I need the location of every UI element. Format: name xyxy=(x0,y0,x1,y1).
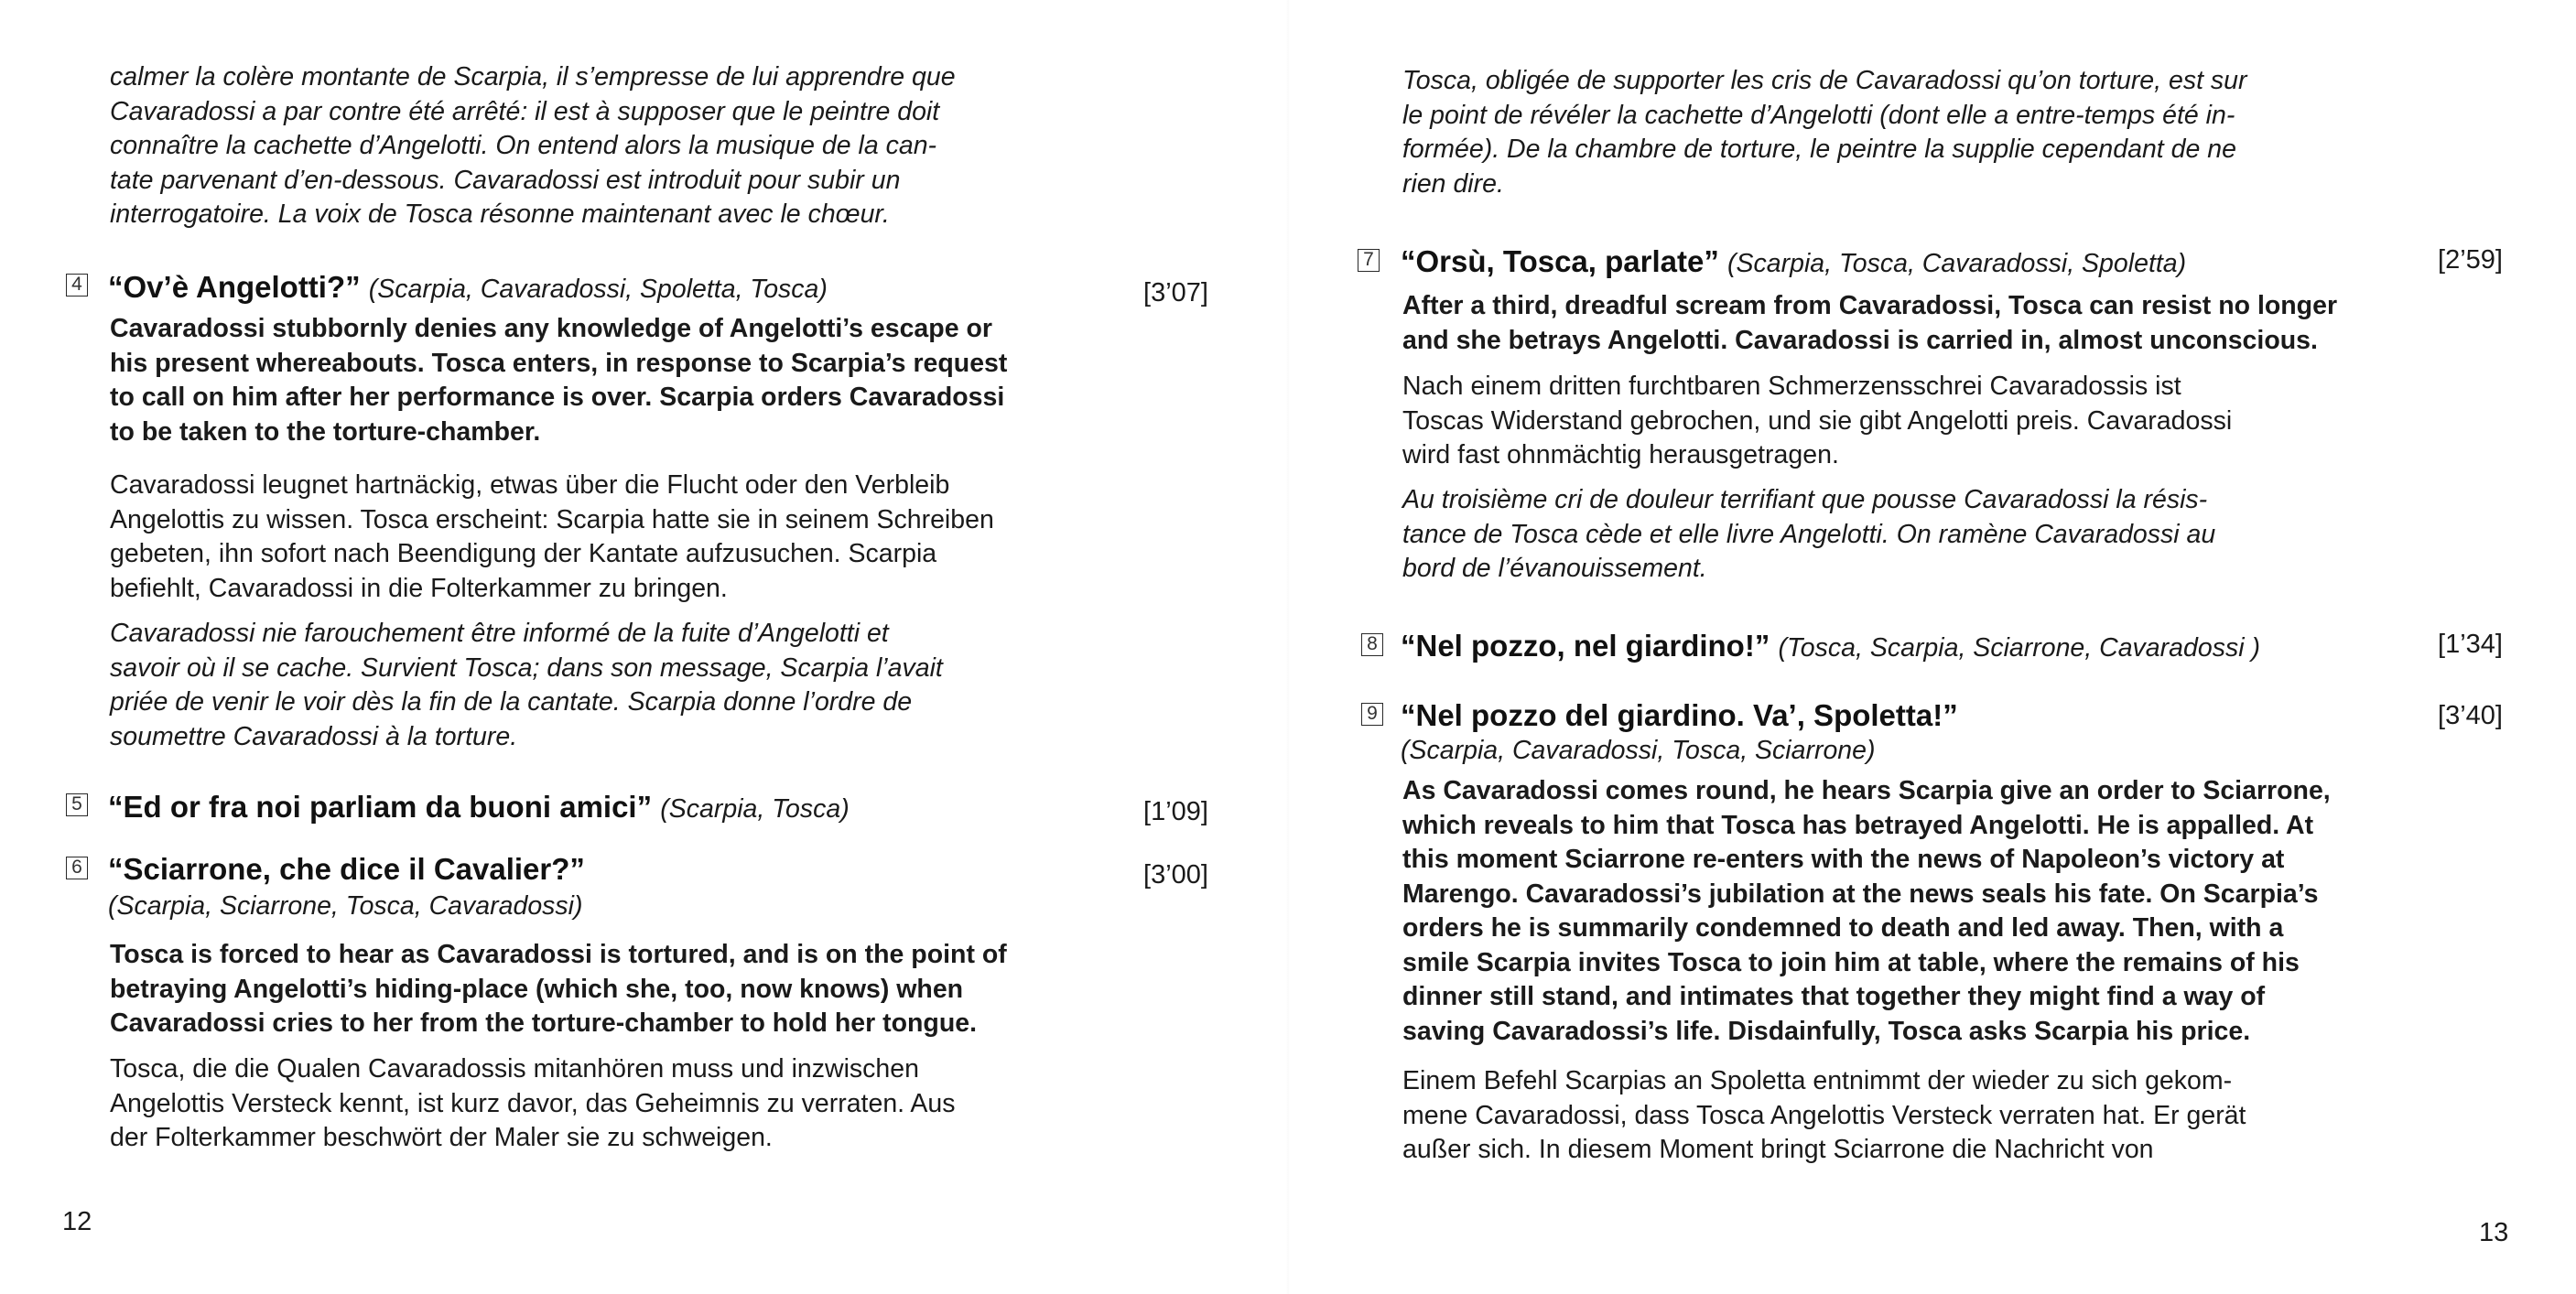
text-line: soumettre Cavaradossi à la torture. xyxy=(110,721,518,751)
synopsis-german xyxy=(110,469,994,606)
track-roles: (Scarpia, Cavaradossi, Spoletta, Tosca) xyxy=(368,275,828,304)
page-number: 12 xyxy=(62,1207,92,1236)
text-line: betraying Angelotti’s hiding-place (which she, too, now knows) when xyxy=(110,974,964,1004)
page-number: 13 xyxy=(2479,1218,2509,1247)
text-line: Cavaradossi nie farouchement être informé de la fuite d’Angelotti et xyxy=(110,619,889,648)
track-title-text: “Ov’è Angelotti?” xyxy=(108,270,361,304)
text-line: Angelottis zu wissen. Tosca erscheint: Scarpia hatte sie in seinem Schreiben xyxy=(110,504,994,534)
track-title-text: “Sciarrone, che dice il Cavalier?” xyxy=(108,852,585,886)
track-number-box: 6 xyxy=(66,857,88,879)
text-line: which reveals to him that Tosca has betrayed Angelotti. He is appalled. At xyxy=(1402,810,2314,840)
track-duration: [1’34] xyxy=(2438,630,2503,659)
synopsis-english xyxy=(110,938,1007,1041)
text-line: Cavaradossi a par contre été arrêté: il est à supposer que le peintre doit xyxy=(110,96,940,126)
synopsis-english xyxy=(110,312,1007,449)
text-line: savoir où il se cache. Survient Tosca; dans son message, Scarpia l’avait xyxy=(110,652,943,683)
track-number-box: 8 xyxy=(1361,633,1383,656)
text-line: bord de l’évanouissement. xyxy=(1402,554,1707,583)
text-line: smile Scarpia invites Tosca to join him at table, where the remains of his xyxy=(1402,947,2300,977)
track-title-text: “Nel pozzo del giardino. Va’, Spoletta!” xyxy=(1401,698,1958,732)
synopsis-english xyxy=(1402,289,2337,358)
text-line: Tosca, die die Qualen Cavaradossis mitanhören muss und inzwischen xyxy=(110,1054,919,1084)
track-roles: (Scarpia, Tosca) xyxy=(660,794,850,824)
track-roles: (Tosca, Scarpia, Sciarrone, Cavaradossi ) xyxy=(1778,633,2260,663)
text-line: Marengo. Cavaradossi’s jubilation at the news seals his fate. On Scarpia’s xyxy=(1402,879,2319,909)
track-title-text: “Nel pozzo, nel giardino!” xyxy=(1401,629,1770,663)
text-line: der Folterkammer beschwört der Maler sie zu schweigen. xyxy=(110,1123,773,1152)
left-intro-french xyxy=(110,60,956,232)
text-line: After a third, dreadful scream from Cavaradossi, Tosca can resist no longer xyxy=(1402,291,2338,320)
text-line: to call on him after her performance is over. Scarpia orders Cavaradossi xyxy=(110,383,1005,412)
track-title xyxy=(108,851,585,888)
text-line: Cavaradossi stubbornly denies any knowledge of Angelotti’s escape or xyxy=(110,314,992,343)
text-line: Toscas Widerstand gebrochen, und sie gibt Angelotti preis. Cavaradossi xyxy=(1402,405,2233,436)
synopsis-german xyxy=(1402,370,2232,473)
synopsis-german xyxy=(1402,1064,2246,1168)
track-roles: (Scarpia, Sciarrone, Tosca, Cavaradossi) xyxy=(108,891,583,921)
track-duration: [2’59] xyxy=(2438,245,2503,275)
track-duration: [3’07] xyxy=(1143,278,1208,307)
track-number-box: 4 xyxy=(66,274,88,297)
text-line: Nach einem dritten furchtbaren Schmerzensschrei Cavaradossis ist xyxy=(1402,372,2181,401)
track-title xyxy=(108,269,828,307)
text-line: his present whereabouts. Tosca enters, in response to Scarpia’s request xyxy=(110,348,1008,378)
text-line: gebeten, ihn sofort nach Beendigung der Kantate aufzusuchen. Scarpia xyxy=(110,539,937,568)
track-duration: [1’09] xyxy=(1143,797,1208,826)
track-title xyxy=(1401,628,2260,666)
text-line: saving Cavaradossi’s life. Disdainfully, Tosca asks Scarpia his price. xyxy=(1402,1016,2251,1046)
text-line: priée de venir le voir dès la fin de la cantate. Scarpia donne l’ordre de xyxy=(110,687,913,717)
text-line: befiehlt, Cavaradossi in die Folterkammer zu bringen. xyxy=(110,573,728,603)
text-line: Au troisième cri de douleur terrifiant que pousse Cavaradossi la résis- xyxy=(1402,485,2208,514)
text-line: interrogatoire. La voix de Tosca résonne maintenant avec le chœur. xyxy=(110,199,890,229)
track-title-text: “Orsù, Tosca, parlate” xyxy=(1401,244,1719,278)
text-line: this moment Sciarrone re-enters with the news of Napoleon’s victory at xyxy=(1402,845,2285,874)
track-roles: (Scarpia, Tosca, Cavaradossi, Spoletta) xyxy=(1727,249,2187,278)
text-line: connaître la cachette d’Angelotti. On entend alors la musique de la can- xyxy=(110,131,937,160)
track-duration: [3’40] xyxy=(2438,701,2503,730)
text-line: dinner still stand, and intimates that together they might find a way of xyxy=(1402,982,2266,1011)
track-title-text: “Ed or fra noi parliam da buoni amici” xyxy=(108,790,653,824)
track-title xyxy=(1401,697,1958,734)
synopsis-german xyxy=(110,1052,956,1156)
text-line: außer sich. In diesem Moment bringt Sciarrone die Nachricht von xyxy=(1402,1135,2154,1164)
synopsis-french xyxy=(1402,483,2215,587)
text-line: formée). De la chambre de torture, le peintre la supplie cependant de ne xyxy=(1402,135,2236,164)
track-number-box: 7 xyxy=(1358,249,1380,272)
track-number-box: 5 xyxy=(66,793,88,816)
synopsis-french xyxy=(110,617,943,754)
text-line: mene Cavaradossi, dass Tosca Angelottis Versteck verraten hat. Er gerät xyxy=(1402,1100,2246,1130)
text-line: rien dire. xyxy=(1402,168,1504,199)
text-line: calmer la colère montante de Scarpia, il s’empresse de lui apprendre que xyxy=(110,62,956,92)
text-line: le point de révéler la cachette d’Angelotti (dont elle a entre-temps été in- xyxy=(1402,100,2235,130)
text-line: As Cavaradossi comes round, he hears Scarpia give an order to Sciarrone, xyxy=(1402,776,2331,805)
track-roles: (Scarpia, Cavaradossi, Tosca, Sciarrone) xyxy=(1401,736,1876,765)
track-title xyxy=(108,789,850,827)
track-title xyxy=(1401,243,2186,282)
text-line: Einem Befehl Scarpias an Spoletta entnimmt der wieder zu sich gekom- xyxy=(1402,1066,2233,1095)
text-line: wird fast ohnmächtig herausgetragen. xyxy=(1402,440,1839,469)
right-intro-french xyxy=(1402,64,2247,201)
synopsis-english xyxy=(1402,774,2331,1049)
text-line: Cavaradossi leugnet hartnäckig, etwas über die Flucht oder den Verbleib xyxy=(110,470,950,500)
text-line: Tosca, obligée de supporter les cris de Cavaradossi qu’on torture, est sur xyxy=(1402,66,2247,95)
text-line: tance de Tosca cède et elle livre Angelotti. On ramène Cavaradossi au xyxy=(1402,519,2216,549)
text-line: orders he is summarily condemned to death and led away. Then, with a xyxy=(1402,913,2284,943)
text-line: and she betrays Angelotti. Cavaradossi is carried in, almost unconscious. xyxy=(1402,325,2318,355)
text-line: to be taken to the torture-chamber. xyxy=(110,416,541,447)
text-line: Angelottis Versteck kennt, ist kurz davor, das Geheimnis zu verraten. Aus xyxy=(110,1088,956,1118)
text-line: Cavaradossi cries to her from the torture-chamber to hold her tongue. xyxy=(110,1008,977,1038)
text-line: Tosca is forced to hear as Cavaradossi is tortured, and is on the point of xyxy=(110,940,1007,969)
book-spine xyxy=(1286,0,1290,1294)
track-duration: [3’00] xyxy=(1143,860,1208,890)
text-line: tate parvenant d’en-dessous. Cavaradossi est introduit pour subir un xyxy=(110,165,901,195)
track-number-box: 9 xyxy=(1361,703,1383,726)
